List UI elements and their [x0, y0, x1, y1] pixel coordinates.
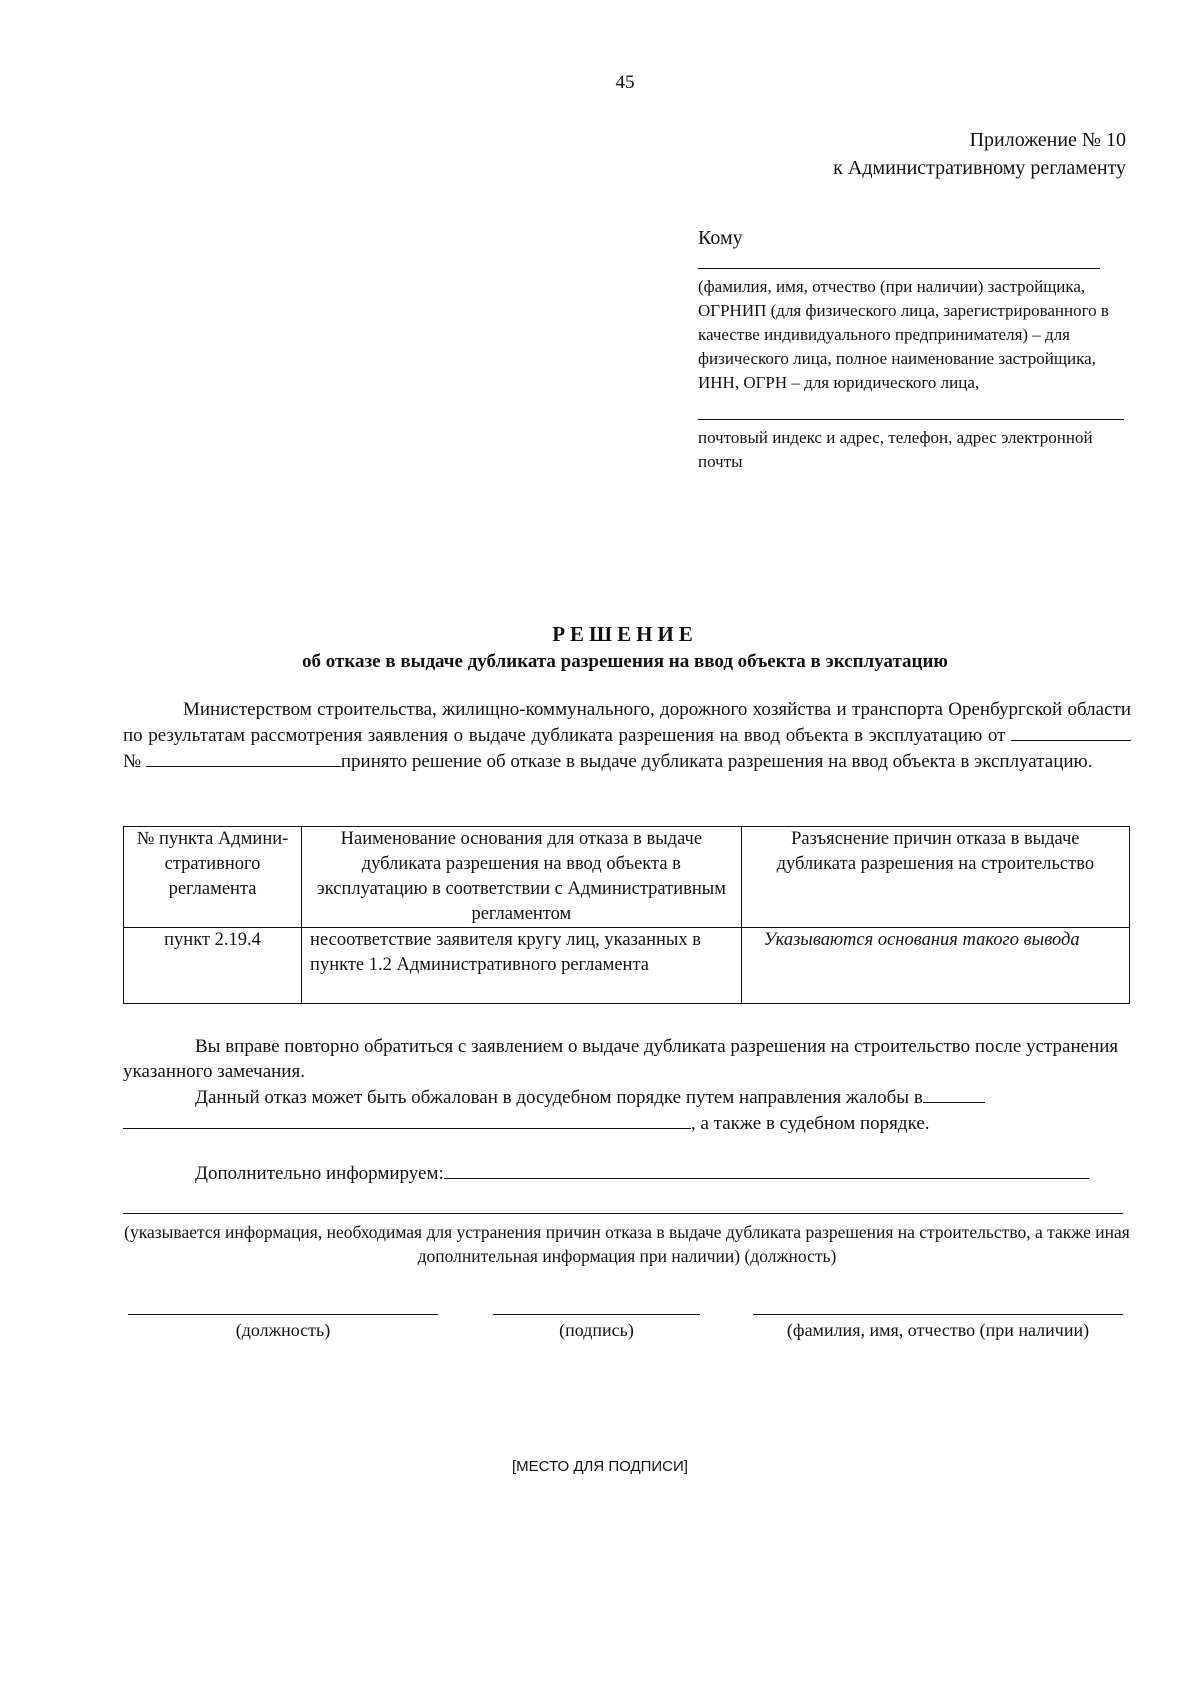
header-point: № пункта Админи-стративного регламента: [124, 827, 302, 928]
header-explanation: Разъяснение причин отказа в выдаче дубликата разрешения на строительство: [741, 827, 1129, 928]
additional-label: Дополнительно информируем:: [195, 1163, 444, 1184]
additional-note: (указывается информация, необходимая для устранения причин отказа в выдаче дубликата разрешения на строительство, а также иная дополнительная информация при наличии) (должность): [124, 1222, 1130, 1266]
appendix-reference: к Административному регламенту: [833, 157, 1126, 179]
applicant-note: (фамилия, имя, отчество (при наличии) застройщика, ОГРНИП (для физического лица, зарегистрированного в качестве индивидуального предпринимателя) – для физического лица, полное наименование застройщика, ИНН, ОГРН – для юридического лица,: [698, 277, 1109, 392]
decision-heading: РЕШЕНИЕ: [552, 622, 698, 646]
appeal-blank-1: [923, 1084, 985, 1103]
full-name-label: (фамилия, имя, отчество (при наличии): [786, 1320, 1090, 1340]
signature-line: [493, 1314, 700, 1315]
addressee-block: [698, 226, 1128, 474]
intro-number-sign: №: [123, 751, 142, 772]
page-number: 45: [615, 72, 635, 93]
contact-note: почтовый индекс и адрес, телефон, адрес электронной почты: [698, 428, 1093, 471]
applicant-blank-line: [698, 268, 1100, 269]
decision-title: [120, 622, 1130, 673]
cell-explanation: Указываются основания такого вывода: [741, 928, 1129, 1004]
repeat-text: Вы вправе повторно обратиться с заявлением о выдаче дубликата разрешения на строительство после устранения указанного замечания.: [123, 1036, 1119, 1082]
refusal-reasons-table: [123, 826, 1130, 1004]
decision-subtitle: об отказе в выдаче дубликата разрешения на ввод объекта в эксплуатацию: [302, 651, 948, 672]
appeal-text-1: Данный отказ может быть обжалован в досудебном порядке путем направления жалобы в: [195, 1087, 923, 1108]
intro-text-2: принято решение об отказе в выдаче дубликата разрешения на ввод объекта в эксплуатацию.: [340, 751, 1093, 772]
appendix-header: [833, 126, 1126, 182]
header-reason: Наименование основания для отказа в выдаче дубликата разрешения на ввод объекта в эксплуатацию в соответствии с Административным регламентом: [302, 827, 742, 928]
appeal-text-2: , а также в судебном порядке.: [691, 1113, 930, 1134]
intro-paragraph: [123, 697, 1131, 774]
table-row: [124, 928, 1130, 1004]
intro-text-1: Министерством строительства, жилищно-коммунального, дорожного хозяйства и транспорта Оренбургской области по результатам рассмотрения заявления о выдаче дубликата разрешения на ввод объекта в эксплуатацию от: [123, 699, 1131, 746]
contact-blank-line: [698, 419, 1124, 420]
additional-blank: [444, 1160, 1089, 1179]
number-blank: [146, 748, 341, 767]
additional-info: [123, 1160, 1131, 1186]
appeal-blank-2: [123, 1110, 691, 1129]
signature-placeholder: [МЕСТО ДЛЯ ПОДПИСИ]: [512, 1458, 688, 1475]
full-name-signature-line: [753, 1314, 1123, 1315]
to-label: Кому: [698, 227, 743, 249]
additional-blank-line: [123, 1213, 1123, 1214]
date-blank: [1011, 722, 1131, 741]
cell-point: пункт 2.19.4: [124, 928, 302, 1004]
position-signature-line: [128, 1314, 438, 1315]
repeat-appeal-paragraph: [123, 1034, 1131, 1136]
position-label: (должность): [235, 1320, 331, 1340]
signature-label: (подпись): [559, 1320, 634, 1340]
appendix-number: Приложение № 10: [969, 129, 1126, 151]
cell-reason: несоответствие заявителя кругу лиц, указанных в пункте 1.2 Административного регламента: [302, 928, 742, 1004]
table-header-row: [124, 827, 1130, 928]
